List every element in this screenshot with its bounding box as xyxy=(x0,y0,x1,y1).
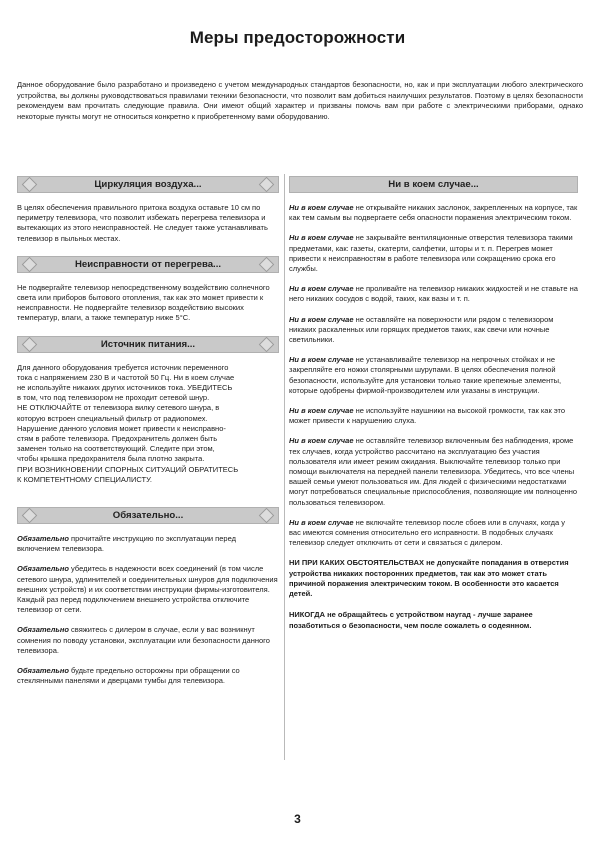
left-column xyxy=(17,176,279,699)
must-item xyxy=(17,625,279,656)
section-heading-power: Источник питания... xyxy=(17,336,279,353)
power-line: Для данного оборудования требуется источник переменного xyxy=(17,362,229,372)
never-item-lead: Ни в коем случае xyxy=(289,203,354,212)
power-line: которую встроен специальный фильтр от радиопомех. xyxy=(17,413,208,423)
power-line: НЕ ОТКЛЮЧАЙТЕ от телевизора вилку сетевого шнура, в xyxy=(17,403,220,413)
power-line: К КОМПЕТЕНТНОМУ СПЕЦИАЛИСТУ. xyxy=(17,474,152,484)
never-item-lead: Ни в коем случае xyxy=(289,233,354,243)
never-item-text: не открывайте никаких заслонок, закрепленных на корпусе, так как тем самым вы подвергаете себя опасности поражения электрическим током. xyxy=(289,203,578,223)
must-item-text: свяжитесь с дилером в случае, если у вас возникнут сомнения по поводу установки, эксплуатации или безопасности данного телевизора. xyxy=(17,625,270,655)
never-item xyxy=(289,203,578,223)
section-heading-overheat: Неисправности от перегрева... xyxy=(17,256,279,273)
never-item-text: не включайте телевизор после сбоев или в случаях, когда у вас имеются сомнения относительно его исправности. В подобных случаях телевизор следует отключить от сети и связаться с дилером. xyxy=(289,517,566,548)
section-airflow xyxy=(17,176,279,244)
must-item-lead: Обязательно xyxy=(17,564,69,574)
never-item-text: не оставляйте на поверхности или рядом с телевизором никаких раскаленных или горящих предметов таких, как свечи или ночные светильники. xyxy=(289,314,554,345)
section-text-airflow: В целях обеспечения правильного притока воздуха оставьте 10 см по периметру телевизора, что позволит избежать перегрева телевизора и вытекающих из этого неисправностей. Не следует также устанавливать телевизор в пыльных местах. xyxy=(17,203,268,243)
never-item xyxy=(289,315,578,346)
section-overheat xyxy=(17,256,279,324)
never-item xyxy=(289,355,578,396)
power-line: ПРИ ВОЗНИКНОВЕНИИ СПОРНЫХ СИТУАЦИЙ ОБРАТИТЕСЬ xyxy=(17,464,239,474)
section-heading-airflow: Циркуляция воздуха... xyxy=(17,176,279,193)
must-item xyxy=(17,564,279,615)
power-line: не используйте никаких других источников тока. УБЕДИТЕСЬ xyxy=(17,383,233,393)
must-item-lead: Обязательно xyxy=(17,625,69,635)
never-item-text: не устанавливайте телевизор на непрочных стойках и не закрепляйте его ножки столярными шурупами. В целях обеспечения полной безопасности, используйте для установки только такие крепежные элементы, которые одобрены фирмой-производителем или указаны в инструкции. xyxy=(289,355,562,395)
never-item-text: не используйте наушники на высокой громкости, так как это может привести к нарушению слуха. xyxy=(289,406,566,426)
must-item-text: прочитайте инструкцию по эксплуатации перед включением телевизора. xyxy=(17,534,236,554)
section-heading-never: Ни в коем случае... xyxy=(289,176,578,193)
never-item-lead: Ни в коем случае xyxy=(289,436,354,446)
warning-foreign-objects: НИ ПРИ КАКИХ ОБСТОЯТЕЛЬСТВАХ не допускайте попадания в отверстия устройства никаких посторонних предметов, так как это может стать причиной поражения электрическим током. В особенности это касается детей. xyxy=(289,558,569,599)
power-line: тока с напряжением 230 В и частотой 50 Гц. Ни в коем случае xyxy=(17,372,235,382)
column-divider xyxy=(284,174,285,760)
section-must xyxy=(17,507,279,686)
section-text-overheat: Не подвергайте телевизор непосредственному воздействию солнечного света или приборов бытового отопления, так как это может привести к неисправности. Не подвергайте телевизор воздействию высоких температур, влаги, а также температур ниже 5°C. xyxy=(17,282,270,323)
page-title: Меры предосторожности xyxy=(189,28,406,47)
never-item xyxy=(289,436,578,507)
right-column xyxy=(289,176,578,642)
never-item xyxy=(289,406,578,426)
must-item-lead: Обязательно xyxy=(17,534,69,544)
power-line: Нарушение данного условия может привести к неисправно- xyxy=(17,423,226,433)
section-text-power xyxy=(17,363,279,485)
must-item-lead: Обязательно xyxy=(17,666,69,676)
never-item-text: не оставляйте телевизор включенным без наблюдения, кроме тех случаев, когда устройство рассчитано на эксплуатацию без участия пользователя или имеет режим ожидания. Выключайте телевизор только при помощи выключателя на передней панели телевизора. Убедитесь, что все члены вашей семьи умеют пользоваться им. Для людей с физическими недостатками могут потребоваться специальные приспособления, позволяющие им полноценно пользоваться телевизором. xyxy=(289,436,578,507)
section-power xyxy=(17,336,279,485)
must-item-text: будьте предельно осторожны при обращении со стеклянными панелями и дверцами тумбы для телевизора. xyxy=(17,666,240,686)
never-item-lead: Ни в коем случае xyxy=(289,284,354,294)
must-item xyxy=(17,666,279,686)
power-line: стям в работе телевизора. Предохранитель должен быть xyxy=(17,434,218,444)
never-item-text: не проливайте на телевизор никаких жидкостей и не ставьте на него никаких сосудов с водой, таких, как вазы и т. п. xyxy=(289,284,578,304)
never-item-lead: Ни в коем случае xyxy=(289,355,354,365)
power-line: в том, что под телевизором не проходит сетевой шнур. xyxy=(17,393,210,403)
power-line: заменен только на соответствующий. Следите при этом, xyxy=(17,444,215,454)
never-item-lead: Ни в коем случае xyxy=(289,406,354,416)
never-item xyxy=(289,284,578,304)
intro-paragraph: Данное оборудование было разработано и произведено с учетом международных стандартов безопасности, но, как и при эксплуатации любого электрического устройства, вы должны руководствоваться правилами техники безопасности, что позволит вам добиться наилучших результатов. Поэтому в целях безопасности рекомендуем вам прочитать следующие правила. Они имеют общий характер и призваны помочь вам при работе с электрическими приборами, однако некоторые пункты могут не относиться конкретно к приобретенному вами оборудованию. xyxy=(17,80,583,121)
must-item xyxy=(17,534,279,554)
warning-never-random: НИКОГДА не обращайтесь с устройством наугад - лучше заранее позаботиться о безопасности, чем после сожалеть о содеянном. xyxy=(289,610,533,630)
never-item-text: не закрывайте вентиляционные отверстия телевизора такими предметами, как: газеты, скатерти, салфетки, шторы и т. п. Перегрев может привести к неисправностям в работе телевизора или сокращению срока его службы. xyxy=(289,233,573,274)
must-item-text: убедитесь в надежности всех соединений (в том числе сетевого шнура, удлинителей и соединительных шнуров для подключения внешних устройств) и их соответствии инструкции фирмы-изготовителя. Каждый раз перед подключением внешнего устройства отключите телевизор от сети. xyxy=(17,564,278,615)
never-item xyxy=(289,233,578,274)
never-item-lead: Ни в коем случае xyxy=(289,517,354,527)
section-heading-must: Обязательно... xyxy=(17,507,279,524)
page-number: 3 xyxy=(294,812,301,826)
power-line: чтобы крышка предохранителя была плотно закрыта. xyxy=(17,454,205,464)
never-item-lead: Ни в коем случае xyxy=(289,314,354,324)
never-item xyxy=(289,518,578,549)
